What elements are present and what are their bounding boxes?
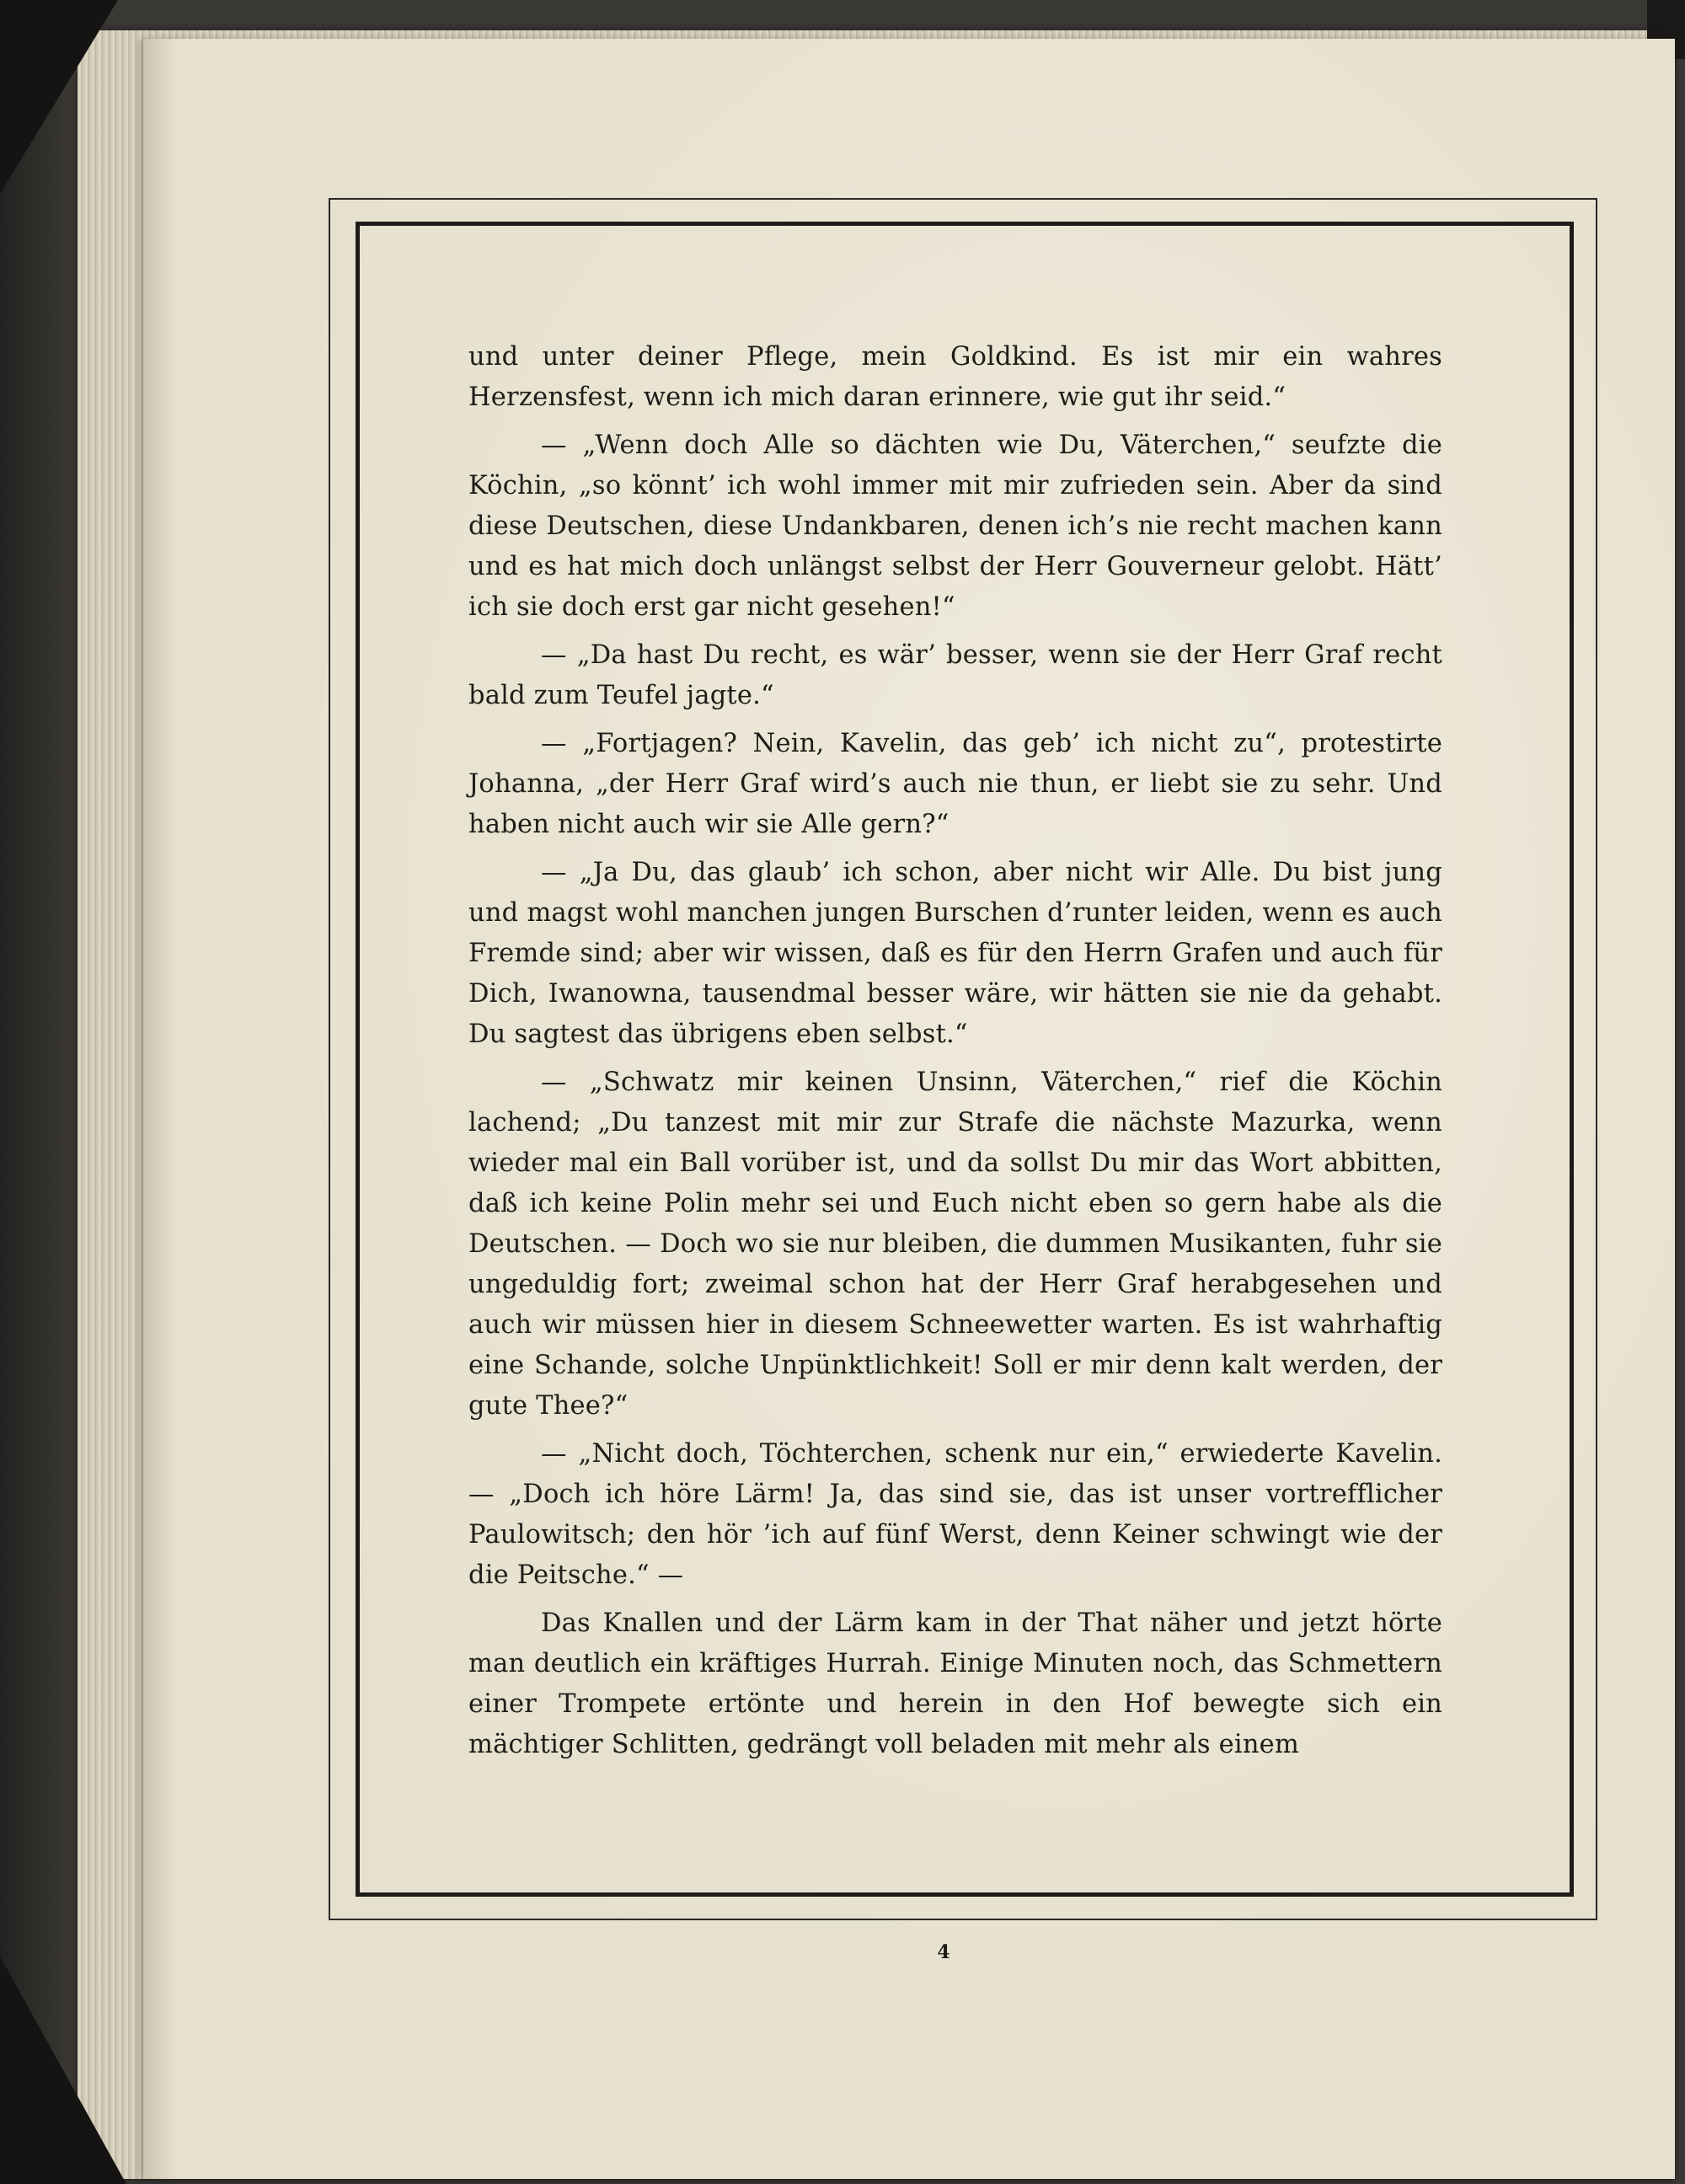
cover-corner-top-left <box>0 0 118 194</box>
paragraph-5: — „Ja Du, das glaub’ ich schon, aber nicht wir Alle. Du bist jung und magst wohl manchen jungen Burschen d’runter leiden, wenn es auch Fremde sind; aber wir wissen, daß es für den Herrn Grafen und auch für Dich, Iwanowna, tausendmal besser wäre, wir hätten sie nie da gehabt. Du sagtest das übrigens eben selbst.“ <box>468 858 1442 1049</box>
cover-corner-bottom-left <box>0 1956 126 2184</box>
paragraph-3: — „Da hast Du recht, es wär’ besser, wenn sie der Herr Graf recht bald zum Teufel jagte.“ <box>468 640 1442 710</box>
paragraph-2: — „Wenn doch Alle so dächten wie Du, Väterchen,“ seufzte die Köchin, „so könnt’ ich wohl immer mit mir zufrieden sein. Aber da sind diese Deutschen, diese Undankbaren, denen ich’s nie recht machen kann und es hat mich doch unlängst selbst der Herr Gouverneur gelobt. Hätt’ ich sie doch erst gar nicht gesehen!“ <box>468 431 1442 622</box>
paragraph-7: — „Nicht doch, Töchterchen, schenk nur ein,“ erwiederte Kavelin. — „Doch ich höre Lärm! Ja, das sind sie, das ist unser vortrefflicher Paulowitsch; den hör ’ich auf fünf Werst, denn Keiner schwingt wie der die Peitsche.“ — <box>468 1439 1442 1590</box>
paragraph-6: — „Schwatz mir keinen Unsinn, Väterchen,“ rief die Köchin lachend; „Du tanzest mit mir zur Strafe die nächste Mazurka, wenn wieder mal ein Ball vorüber ist, und da sollst Du mir das Wort abbitten, daß ich keine Polin mehr sei und Euch nicht eben so gern habe als die Deutschen. — Doch wo sie nur bleiben, die dummen Musikanten, fuhr sie ungeduldig fort; zweimal schon hat der Herr Graf herabgesehen und auch wir müssen hier in diesem Schneewetter warten. Es ist wahrhaftig eine Schande, solche Unpünktlichkeit! Soll er mir denn kalt werden, der gute Thee?“ <box>468 1068 1442 1421</box>
paragraph-4: — „Fortjagen? Nein, Kavelin, das geb’ ich nicht zu“, protestirte Johanna, „der Herr Graf wird’s auch nie thun, er liebt sie zu sehr. Und haben nicht auch wir sie Alle gern?“ <box>468 729 1442 839</box>
body-text <box>468 337 1442 1765</box>
paragraph-1: und unter deiner Pflege, mein Goldkind. Es ist mir ein wahres Herzensfest, wenn ich mich daran erinnere, wie gut ihr seid.“ <box>468 342 1442 412</box>
paragraph-8: Das Knallen und der Lärm kam in der That näher und jetzt hörte man deutlich ein kräftiges Hurrah. Einige Minuten noch, das Schmettern einer Trompete ertönte und herein in den Hof bewegte sich ein mächtiger Schlitten, gedrängt voll beladen mit mehr als einem <box>468 1609 1442 1759</box>
page-number: 4 <box>937 1941 950 1963</box>
